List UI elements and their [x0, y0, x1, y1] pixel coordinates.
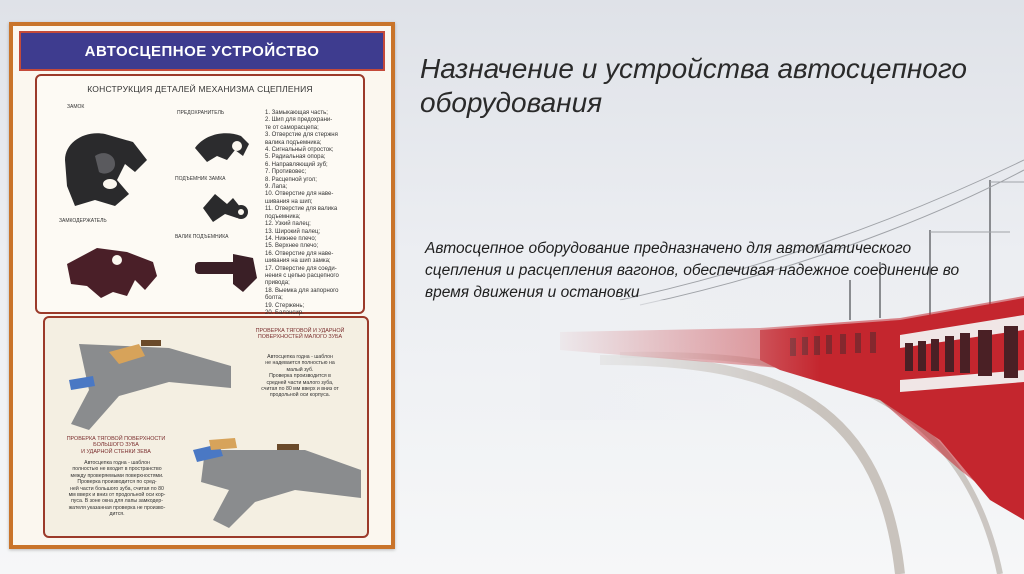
poster-body — [13, 26, 391, 545]
legend-item: 10. Отверстие для наве- шивания на шип; — [265, 191, 334, 205]
parts-panel — [35, 74, 365, 314]
gauge-check-panel — [43, 316, 369, 538]
big-tooth-check-head: ПРОВЕРКА ТЯГОВОЙ ПОВЕРХНОСТИ БОЛЬШОГО ЗУБА И УДАРНОЙ СТЕНКИ ЗЕВА — [66, 436, 166, 455]
small-tooth-check-head: ПРОВЕРКА ТЯГОВОЙ И УДАРНОЙ ПОВЕРХНОСТЕЙ МАЛОГО ЗУБА — [255, 328, 345, 341]
legend-item: 3. Отверстие для стержня валика подъемника; — [265, 132, 338, 146]
parts-panel-title: КОНСТРУКЦИЯ ДЕТАЛЕЙ МЕХАНИЗМА СЦЕПЛЕНИЯ — [87, 84, 313, 94]
legend-item: 11. Отверстие для валика подъемника; — [265, 206, 338, 220]
legend-item: 5. Радиальная опора; — [265, 154, 326, 161]
slide-description: Автосцепное оборудование предназначено для автоматического сцепления и расцепления вагонов, обеспечивая надежное соединение во время движения и остановки — [425, 240, 960, 301]
legend-item: 9. Лапа; — [265, 184, 288, 191]
legend-item: 12. Узкий палец; — [265, 221, 311, 228]
big-tooth-check-text: Автосцепка годна - шаблон полностью не входит в пространство между проверяемыми поверхностями. Проверка производится по сред- ней части большого зуба, считая по 80 мм вверх и вниз от продольной оси кор- пуса. В зоне окна для лапы замкодер- жателя указанная проверка не произво- дится. — [68, 460, 166, 518]
poster-header: АВТОСЦЕПНОЕ УСТРОЙСТВО — [19, 31, 385, 71]
legend-item: 18. Выемка для запорного болта; — [265, 287, 339, 302]
lock-part-icon — [55, 120, 155, 212]
legend-item: 17. Отверстие для соеди- нения с цепью расцепного привода; — [265, 265, 339, 287]
fuse-part-icon — [187, 120, 257, 170]
legend-item: 19. Стержень; — [265, 302, 305, 309]
legend-item: 7. Противовес; — [265, 169, 307, 176]
part-label-fuse: ПРЕДОХРАНИТЕЛЬ — [177, 110, 225, 116]
small-tooth-check-text: Автосцепка годна - шаблон не надевается полностью на малый зуб. Проверка производится в средней части малого зуба, считая по 80 мм вверх и вниз от продольной оси корпуса. — [261, 354, 339, 399]
part-label-lifter-roller: ВАЛИК ПОДЪЕМНИКА — [175, 234, 229, 240]
lifter-roller-part-icon — [187, 244, 263, 300]
slide-title: Назначение и устройства автосцепного оборудования — [420, 53, 967, 118]
part-label-lock: ЗАМОК — [67, 104, 85, 110]
legend-item: 20. Балансир. — [265, 309, 304, 316]
part-label-lock-holder: ЗАМКОДЕРЖАТЕЛЬ — [59, 218, 107, 224]
legend-item: 4. Сигнальный отросток; — [265, 147, 334, 154]
legend-item: 15. Верхнее плечо; — [265, 243, 319, 250]
legend-item: 2. Шип для предохрани- те от саморасцепа; — [265, 117, 333, 131]
legend-item: 14. Нижнее плечо; — [265, 235, 317, 242]
legend-item: 8. Расцепной угол; — [265, 176, 317, 183]
parts-legend — [265, 110, 365, 317]
legend-item: 13. Широкий палец; — [265, 228, 321, 235]
legend-item: 1. Замыкающая часть; — [265, 110, 328, 116]
legend-item: 16. Отверстие для наве- шивания на шип замка; — [265, 250, 334, 265]
lock-lifter-part-icon — [197, 186, 257, 226]
part-label-lock-lifter: ПОДЪЕМНИК ЗАМКА — [175, 176, 226, 182]
coupler-gauge-icon — [185, 420, 365, 532]
coupler-poster — [9, 22, 395, 549]
lock-holder-part-icon — [57, 236, 167, 306]
legend-item: 6. Направляющий зуб; — [265, 161, 328, 168]
